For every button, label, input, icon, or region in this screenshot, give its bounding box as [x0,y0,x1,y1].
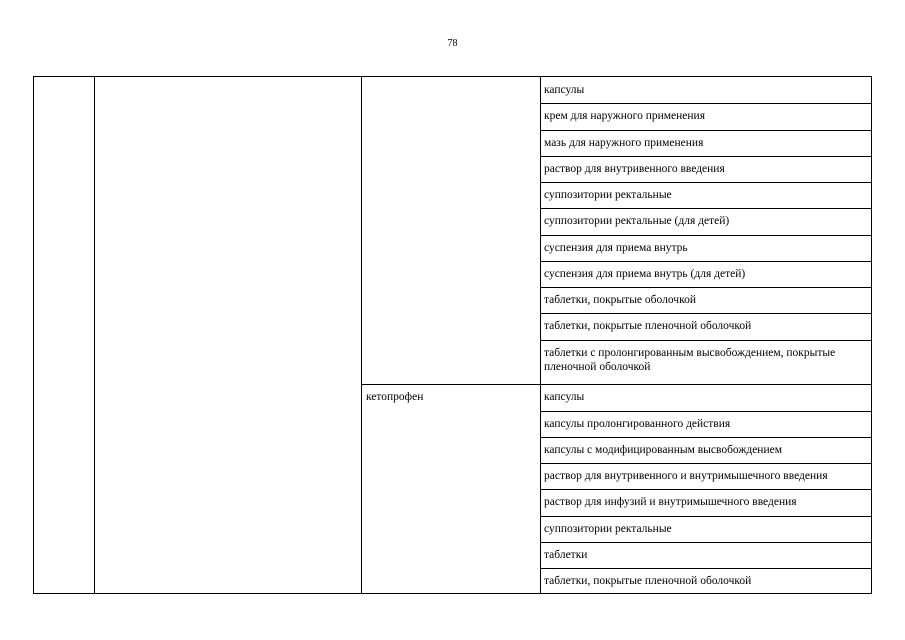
dosage-form: таблетки с пролонгированным высвобождением, покрытые пленочной оболочкой [544,347,836,373]
form-row-divider [540,313,871,314]
dosage-form: крем для наружного применения [544,110,706,122]
form-row-divider [540,463,871,464]
dosage-form: суппозитории ректальные (для детей) [544,215,730,227]
form-row-divider [540,340,871,341]
dosage-form: суспензия для приема внутрь (для детей) [544,268,746,280]
form-row-divider [540,208,871,209]
dosage-form: таблетки, покрытые оболочкой [544,294,696,306]
form-row-divider [540,182,871,183]
drug-group-separator [361,384,871,385]
dosage-form: таблетки, покрытые пленочной оболочкой [544,575,752,587]
drug-forms-table [33,76,872,594]
form-row-divider [540,235,871,236]
form-row-divider [540,542,871,543]
form-row-divider [540,516,871,517]
column-divider-group [361,77,362,593]
form-row-divider [540,261,871,262]
form-row-divider [540,287,871,288]
drug-name: кетопрофен [366,391,424,403]
dosage-form: мазь для наружного применения [544,137,704,149]
dosage-form: раствор для внутривенного и внутримышечного введения [544,470,828,482]
dosage-form: таблетки, покрытые пленочной оболочкой [544,320,752,332]
form-row-divider [540,130,871,131]
dosage-form: суппозитории ректальные [544,523,672,535]
dosage-form: таблетки [544,549,588,561]
form-row-divider [540,568,871,569]
form-row-divider [540,411,871,412]
page-number: 78 [447,38,458,49]
dosage-form: капсулы [544,84,585,96]
dosage-form: капсулы [544,391,585,403]
form-row-divider [540,489,871,490]
form-row-divider [540,156,871,157]
dosage-form: суппозитории ректальные [544,189,672,201]
dosage-form: капсулы с модифицированным высвобождением [544,444,782,456]
dosage-form: раствор для инфузий и внутримышечного введения [544,496,797,508]
dosage-form: раствор для внутривенного введения [544,163,725,175]
form-row-divider [540,103,871,104]
form-row-divider [540,437,871,438]
dosage-form: суспензия для приема внутрь [544,242,688,254]
dosage-form: капсулы пролонгированного действия [544,418,731,430]
column-divider-code [94,77,95,593]
